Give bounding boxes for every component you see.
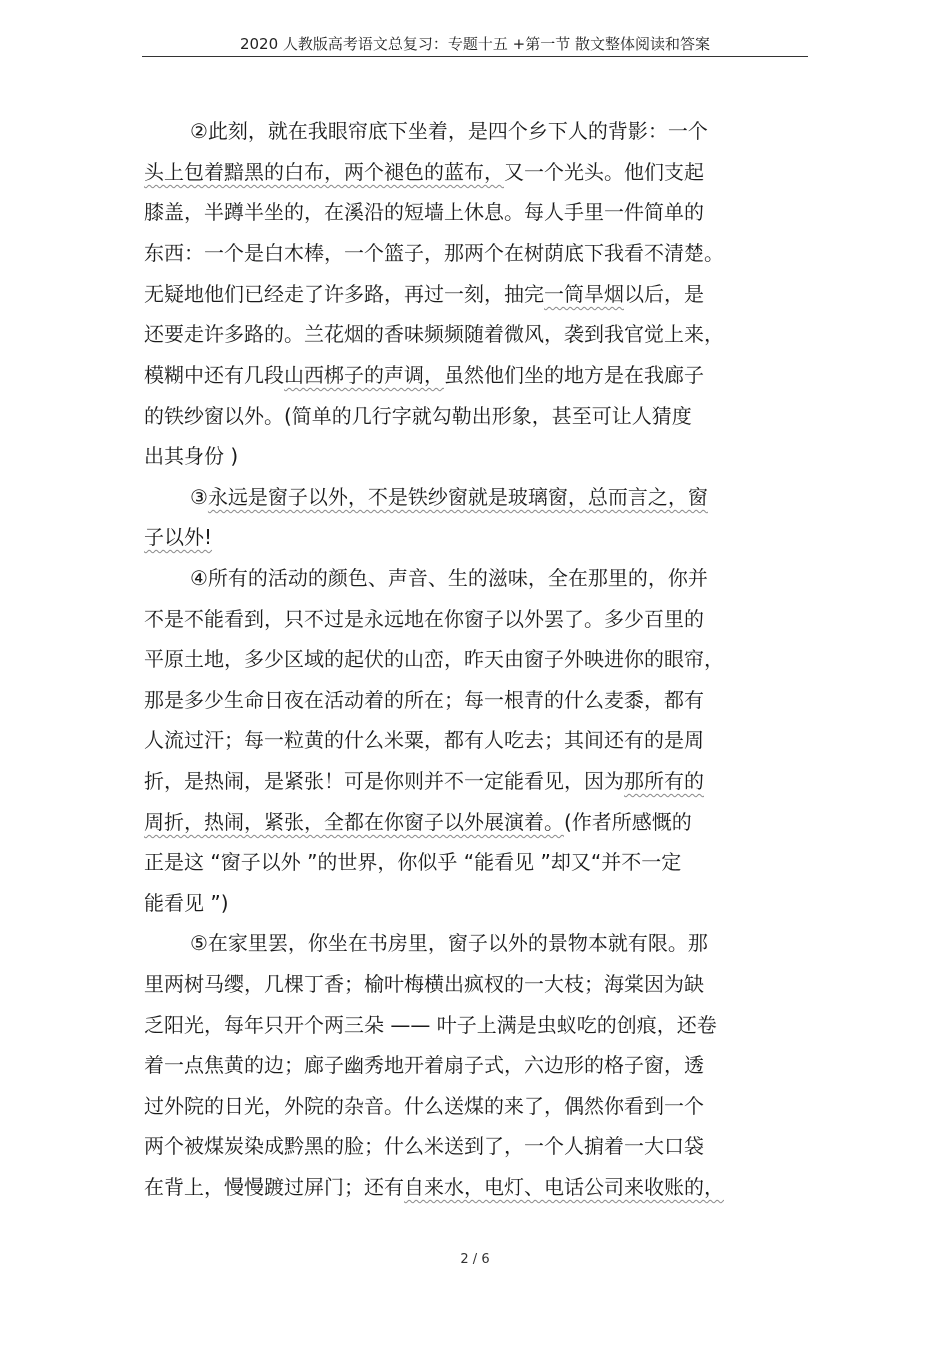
text-line: 里两树马缨，几棵丁香；榆叶梅横出疯杈的一大枝；海棠因为缺: [144, 972, 704, 996]
text-line: 的铁纱窗以外。(简单的几行字就勾勒出形象，甚至可让人猜度: [144, 404, 692, 428]
page-number: 2 / 6: [460, 1252, 490, 1267]
text-line: 不是不能看到，只不过是永远地在你窗子以外罢了。多少百里的: [144, 607, 704, 631]
underlined-phrase: 头上包着黯黑的白布，两个褪色的蓝布，: [144, 160, 504, 184]
text-line: 两个被煤炭染成黔黑的脸；什么米送到了，一个人掮着一大口袋: [144, 1134, 704, 1158]
text-line: 东西：一个是白木棒，一个篮子，那两个在树荫底下我看不清楚。: [144, 241, 724, 265]
text-line: 出其身份 ): [144, 444, 239, 468]
text-line: [144, 522, 808, 552]
underlined-phrase: 山西梆子的声调，: [284, 363, 444, 387]
text-line: 能看见 ”): [144, 891, 229, 915]
text-line: 模糊中还有几段山西梆子的声调，虽然他们坐的地方是在我廊子: [144, 363, 704, 387]
text-line: 无疑地他们已经走了许多路，再过一刻，抽完一筒旱烟以后，是: [144, 282, 704, 306]
underlined-phrase: 那所有的: [624, 769, 704, 793]
text-line: 折，是热闹，是紧张！可是你则并不一定能看见，因为那所有的: [144, 769, 704, 793]
text-line: 还要走许多路的。兰花烟的香味频频随着微风，袭到我官觉上来，: [144, 322, 724, 346]
text-line: 平原土地，多少区域的起伏的山峦，昨天由窗子外映进你的眼帘，: [144, 647, 724, 671]
underlined-phrase: 子以外!: [144, 525, 213, 549]
text-line: 人流过汗；每一粒黄的什么米粟，都有人吃去；其间还有的是周: [144, 728, 704, 752]
underlined-phrase: 一筒旱烟: [544, 282, 624, 306]
text-line: 在背上，慢慢踱过屏门；还有自来水，电灯、电话公司来收账的，: [144, 1175, 724, 1199]
text-line: 头上包着黯黑的白布，两个褪色的蓝布，又一个光头。他们支起: [144, 160, 704, 184]
text-line: 周折，热闹，紧张，全都在你窗子以外展演着。(作者所感慨的: [144, 810, 692, 834]
text-line: 着一点焦黄的边；廊子幽秀地开着扇子式，六边形的格子窗，透: [144, 1053, 704, 1077]
text-line: 乏阳光，每年只开个两三朵 —— 叶子上满是虫蚁吃的创痕，还卷: [144, 1013, 717, 1037]
text-line: 膝盖，半蹲半坐的，在溪沿的短墙上休息。每人手里一件简单的: [144, 200, 704, 224]
underlined-phrase: 永远是窗子以外，不是铁纱窗就是玻璃窗，总而言之，窗: [207, 485, 708, 509]
text-line: 正是这 “窗子以外 ”的世界，你似乎 “能看见 ”却又“并不一定: [144, 850, 682, 874]
text-line: 过外院的日光，外院的杂音。什么送煤的来了，偶然你看到一个: [144, 1094, 704, 1118]
text-line: 那是多少生命日夜在活动着的所在；每一根青的什么麦黍，都有: [144, 688, 704, 712]
underlined-phrase: 周折，热闹，紧张，全都在你窗子以外展演着。: [144, 810, 564, 834]
text-line: ④所有的活动的颜色、声音、生的滋味，全在那里的，你并: [190, 566, 708, 590]
page-header: 2020 人教版高考语文总复习：专题十五 +第一节 散文整体阅读和答案: [142, 34, 808, 57]
text-line: ⑤在家里罢，你坐在书房里，窗子以外的景物本就有限。那: [190, 931, 708, 955]
text-line: ③永远是窗子以外，不是铁纱窗就是玻璃窗，总而言之，窗: [190, 485, 708, 509]
text-line: ②此刻，就在我眼帘底下坐着，是四个乡下人的背影：一个: [190, 119, 708, 143]
underlined-phrase: 自来水，电灯、电话公司来收账的，: [404, 1175, 724, 1199]
